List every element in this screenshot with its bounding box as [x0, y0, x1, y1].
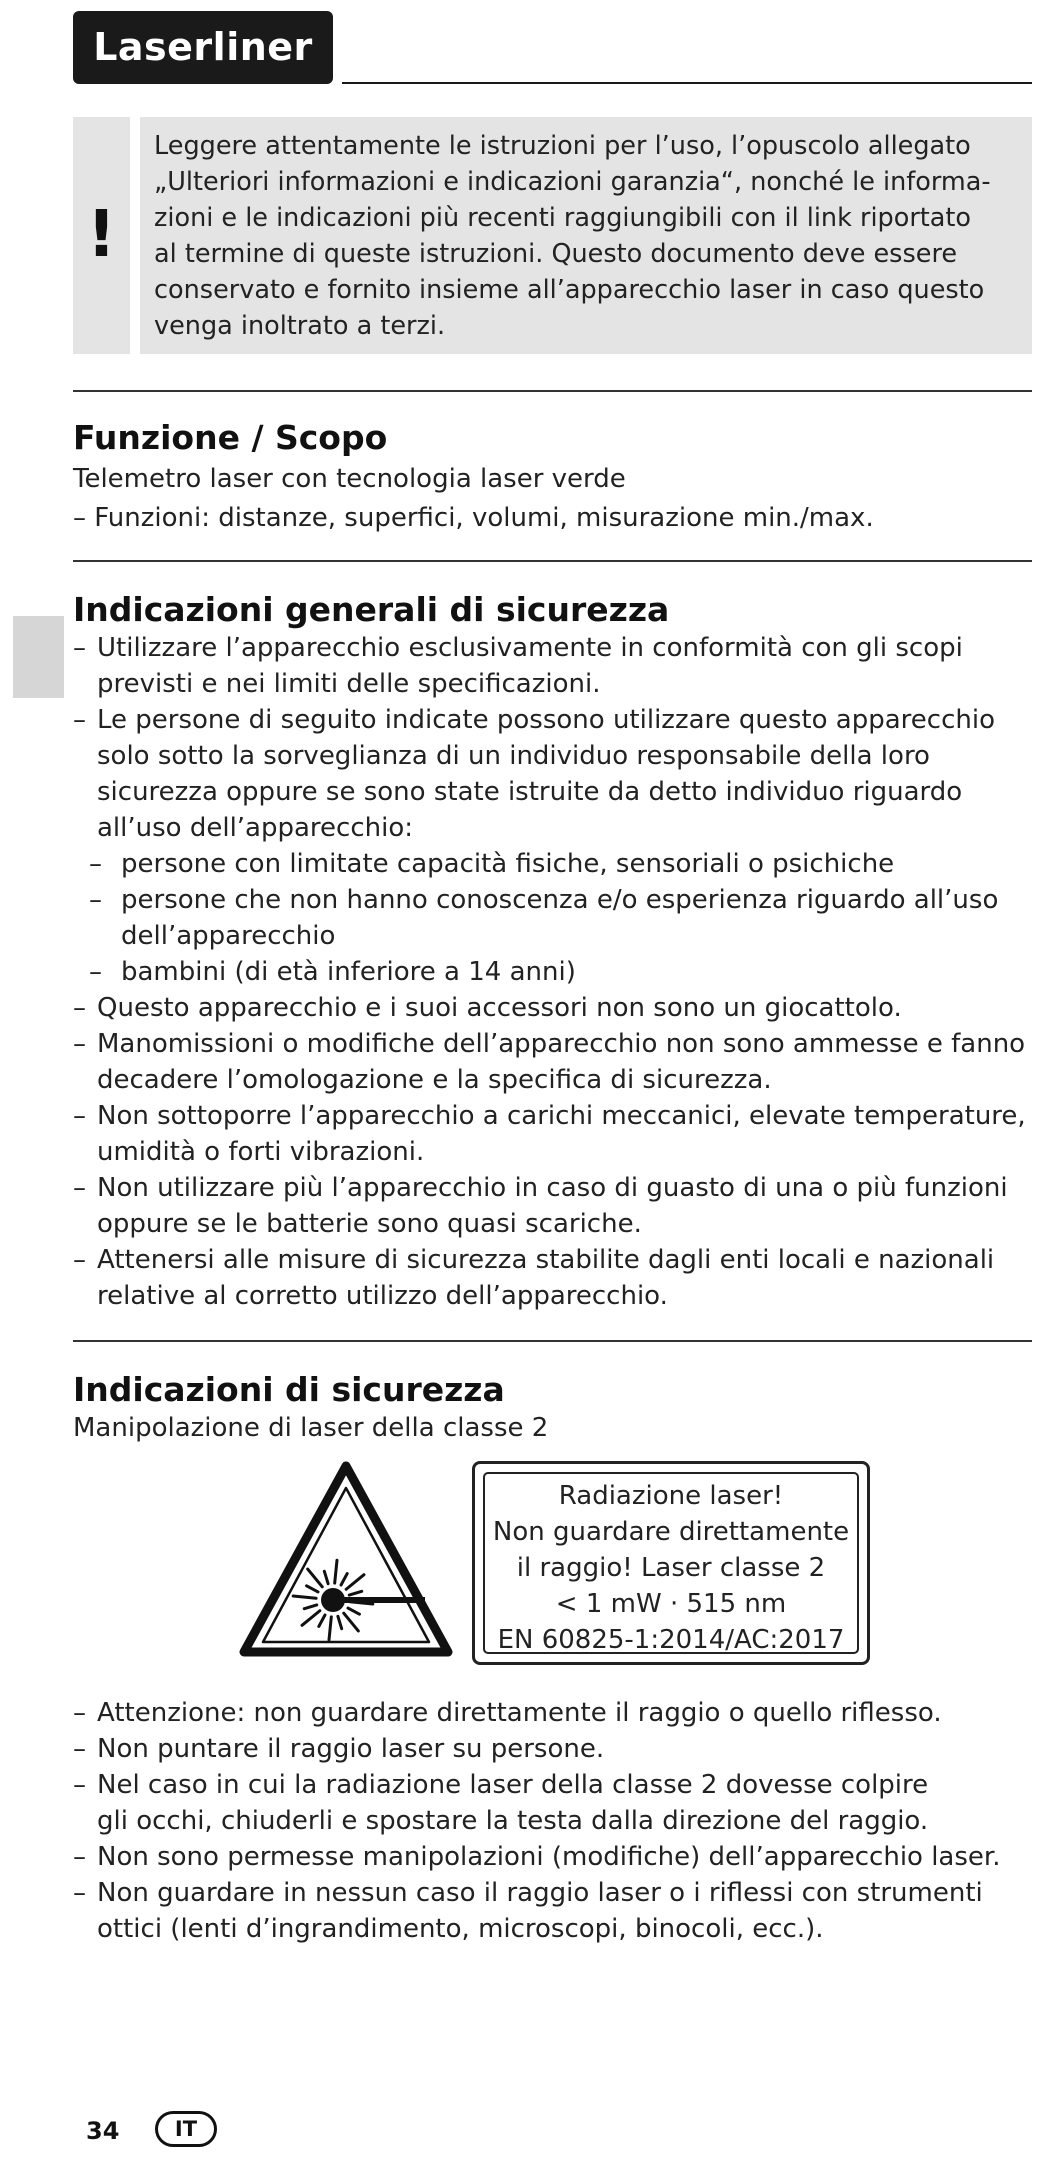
laser-label-line: il raggio! Laser classe 2 [516, 1553, 826, 1583]
list-item-line: solo sotto la sorveglianza di un individuo responsabile della loro [97, 741, 930, 771]
safety-list [73, 1695, 1033, 1947]
laser-class-label [472, 1461, 870, 1665]
laser-label-line: Non guardare direttamente [492, 1517, 850, 1547]
list-item [73, 1695, 1033, 1731]
list-item-line: dell’apparecchio [121, 921, 336, 951]
laser-label-line: Radiazione laser! [558, 1481, 784, 1511]
list-item-line: ottici (lenti d’ingrandimento, microscopi, binocoli, ecc.). [97, 1914, 824, 1944]
brand-logo: Laserliner [73, 11, 333, 84]
function-title: Funzione / Scopo [73, 418, 388, 457]
function-description: Telemetro laser con tecnologia laser verde [73, 464, 626, 494]
section-divider [73, 560, 1032, 562]
list-item-line: – Le persone di seguito indicate possono utilizzare questo apparecchio [97, 705, 995, 735]
list-item-line: – Attenzione: non guardare direttamente il raggio o quello riflesso. [97, 1698, 942, 1728]
header-rule [342, 82, 1032, 84]
notice-line: conservato e fornito insieme all’apparecchio laser in caso questo [154, 275, 985, 305]
notice-line: Leggere attentamente le istruzioni per l’uso, l’opuscolo allegato [154, 131, 971, 161]
notice-line: „Ulteriori informazioni e indicazioni garanzia“, nonché le informa- [154, 167, 991, 197]
general-safety-title: Indicazioni generali di sicurezza [73, 590, 670, 629]
list-item-line: – persone che non hanno conoscenza e/o esperienza riguardo all’uso [121, 885, 999, 915]
exclamation-icon: ! [86, 198, 117, 272]
list-item-line: previsti e nei limiti delle specificazioni. [97, 669, 601, 699]
laser-warning-icon [238, 1460, 454, 1660]
list-item [73, 1026, 1033, 1098]
list-item-line: – Manomissioni o modifiche dell’apparecchio non sono ammesse e fanno [97, 1029, 1026, 1059]
notice-line: zioni e le indicazioni più recenti raggiungibili con il link riportato [154, 203, 972, 233]
list-item-line: – Non utilizzare più l’apparecchio in caso di guasto di una o più funzioni [97, 1173, 1008, 1203]
function-features: – Funzioni: distanze, superfici, volumi, misurazione min./max. [73, 503, 874, 533]
list-item-line: relative al corretto utilizzo dell’apparecchio. [97, 1281, 668, 1311]
list-item [73, 1170, 1033, 1242]
general-safety-list [73, 630, 1033, 1314]
list-item-line: – Non guardare in nessun caso il raggio laser o i riflessi con strumenti [97, 1878, 983, 1908]
list-item [73, 702, 1033, 846]
list-item-line: – Non puntare il raggio laser su persone. [97, 1734, 605, 1764]
sub-list-item [73, 846, 1033, 882]
list-item-line: decadere l’omologazione e la specifica di sicurezza. [97, 1065, 772, 1095]
notice-line: venga inoltrato a terzi. [154, 311, 446, 341]
list-item-line: sicurezza oppure se sono state istruite da detto individuo riguardo [97, 777, 963, 807]
list-item-line: – persone con limitate capacità fisiche, sensoriali o psichiche [121, 849, 895, 879]
list-item [73, 1767, 1033, 1839]
list-item-line: – Non sono permesse manipolazioni (modifiche) dell’apparecchio laser. [97, 1842, 1001, 1872]
list-item [73, 1875, 1033, 1947]
list-item [73, 1098, 1033, 1170]
list-item [73, 1839, 1033, 1875]
list-item-line: oppure se le batterie sono quasi scariche. [97, 1209, 642, 1239]
section-divider [73, 390, 1032, 392]
list-item-line: gli occhi, chiuderli e spostare la testa dalla direzione del raggio. [97, 1806, 929, 1836]
list-item-line: – bambini (di età inferiore a 14 anni) [121, 957, 576, 987]
laser-label-line: EN 60825-1:2014/AC:2017 [497, 1625, 845, 1655]
safety-title: Indicazioni di sicurezza [73, 1370, 505, 1409]
list-item-line: – Non sottoporre l’apparecchio a carichi meccanici, elevate temperature, [97, 1101, 1026, 1131]
list-item-line: umidità o forti vibrazioni. [97, 1137, 425, 1167]
notice-line: al termine di queste istruzioni. Questo documento deve essere [154, 239, 958, 269]
laser-label-text [475, 1478, 867, 1658]
language-badge: IT [155, 2111, 217, 2147]
side-tab-marker [13, 616, 64, 698]
list-item-line: – Nel caso in cui la radiazione laser della classe 2 dovesse colpire [97, 1770, 929, 1800]
notice-text [154, 128, 1024, 344]
list-item [73, 1242, 1033, 1314]
sub-list-item [73, 954, 1033, 990]
laser-label-line: < 1 mW · 515 nm [555, 1589, 787, 1619]
sub-list-item [73, 882, 1033, 954]
section-divider [73, 1340, 1032, 1342]
list-item-line: – Utilizzare l’apparecchio esclusivamente in conformità con gli scopi [97, 633, 963, 663]
list-item [73, 990, 1033, 1026]
list-item-line: – Questo apparecchio e i suoi accessori non sono un giocattolo. [97, 993, 902, 1023]
list-item-line: all’uso dell’apparecchio: [97, 813, 413, 843]
list-item-line: – Attenersi alle misure di sicurezza stabilite dagli enti locali e nazionali [97, 1245, 995, 1275]
list-item [73, 1731, 1033, 1767]
safety-subtitle: Manipolazione di laser della classe 2 [73, 1413, 549, 1443]
list-item [73, 630, 1033, 702]
page-number: 34 [86, 2117, 120, 2145]
